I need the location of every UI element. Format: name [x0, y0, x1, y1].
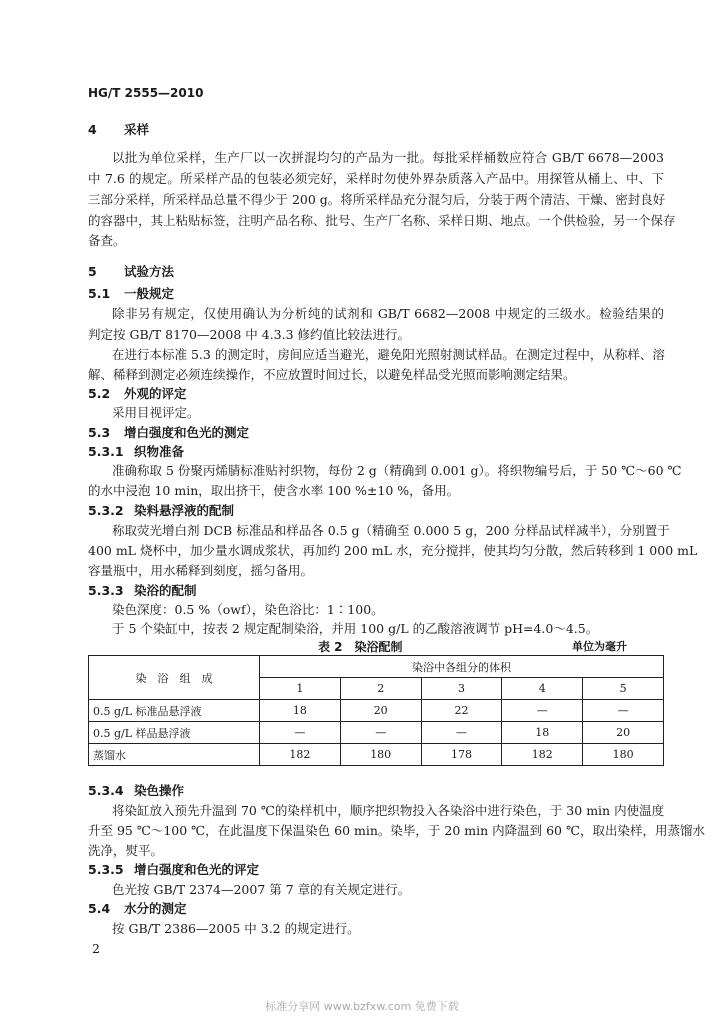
paragraph-line: 于 5 个染缸中，按表 2 规定配制染浴，并用 100 g/L 的乙酸溶液调节 pH=4.0～4.5。 — [112, 621, 599, 636]
table-row — [89, 722, 664, 744]
section-number: 5.3.4 — [88, 783, 124, 798]
table-cell: 182 — [502, 744, 583, 766]
table-cell: 22 — [421, 700, 502, 722]
paragraph-line: 解、稀释到测定必须连续操作，不应放置时间过长，以避免样品受光照而影响测定结果。 — [88, 367, 576, 382]
paragraph-line: 三部分采样，所采样品总量不得少于 200 g。将所采样品充分混匀后，分装于两个清洁、干燥、密封良好 — [88, 192, 666, 207]
section-5-2-heading — [88, 385, 664, 403]
column-number: 5 — [583, 678, 664, 700]
table-cell: — — [583, 700, 664, 722]
section-title: 采样 — [124, 122, 150, 137]
section-5-3-4-heading — [88, 782, 664, 800]
section-5-heading — [88, 263, 664, 281]
section-title: 增白强度和色光的评定 — [134, 862, 260, 877]
section-number: 5.3.5 — [88, 862, 124, 877]
section-title: 水分的测定 — [124, 901, 187, 916]
section-5-1-heading — [88, 285, 664, 303]
section-number: 5.3 — [88, 425, 111, 440]
section-5-3-3-heading — [88, 582, 664, 600]
table-row — [89, 744, 664, 766]
section-5-3-1-heading — [88, 443, 664, 461]
table-cell: 18 — [502, 722, 583, 744]
section-5-4-heading — [88, 900, 664, 918]
paragraph-line: 的容器中，其上粘贴标签，注明产品名称、批号、生产厂名称、采样日期、地点。一个供检验，另一个保存 — [88, 213, 676, 228]
paragraph-line: 400 mL 烧杯中，加少量水调成浆状，再加约 200 mL 水，充分搅拌，使其均匀分散，然后转移到 1 000 mL — [88, 543, 698, 558]
table-cell: 182 — [260, 744, 341, 766]
paragraph-line: 称取荧光增白剂 DCB 标准品和样品各 0.5 g（精确至 0.000 5 g，200 分样品试样减半），分别置于 — [112, 523, 670, 538]
paragraph-line: 准确称取 5 份聚丙烯腈标准贴衬织物，每份 2 g（精确到 0.001 g）。将织物编号后，于 50 ℃～60 ℃ — [112, 463, 682, 478]
table-title: 表 2 染浴配制 — [318, 640, 403, 654]
paragraph-line: 备查。 — [88, 233, 126, 248]
table-cell: — — [421, 722, 502, 744]
section-number: 5.3.2 — [88, 503, 124, 518]
table-cell: — — [340, 722, 421, 744]
section-title: 外观的评定 — [124, 386, 187, 401]
paragraph-line: 中 7.6 的规定。所采样产品的包装必须完好，采样时勿使外界杂质落入产品中。用探管从桶上、中、下 — [88, 171, 664, 186]
section-title: 染料悬浮液的配制 — [134, 503, 235, 518]
paragraph-line: 按 GB/T 2386—2005 中 3.2 的规定进行。 — [112, 921, 360, 936]
table-cell: 180 — [583, 744, 664, 766]
section-number: 5.1 — [88, 286, 111, 301]
row-label: 蒸馏水 — [89, 744, 260, 766]
column-number: 1 — [260, 678, 341, 700]
table-header-row — [89, 656, 664, 678]
table-row — [89, 700, 664, 722]
watermark: 标准分享网 www.bzfxw.com 免费下载 — [265, 1000, 459, 1013]
section-title: 织物准备 — [134, 444, 185, 459]
section-title: 一般规定 — [124, 286, 175, 301]
section-number: 5.4 — [88, 901, 111, 916]
paragraph-line: 升至 95 ℃～100 ℃，在此温度下保温染色 60 min。染毕，于 20 min 内降温到 60 ℃，取出染样，用蒸馏水 — [88, 823, 705, 838]
table-cell: 180 — [340, 744, 421, 766]
section-title: 染色操作 — [134, 783, 185, 798]
paragraph-line: 染色深度：0.5 %（owf），染色浴比：1∶100。 — [112, 602, 384, 617]
section-5-3-2-heading — [88, 502, 664, 520]
section-title: 染浴的配制 — [134, 583, 197, 598]
paragraph-line: 色光按 GB/T 2374—2007 第 7 章的有关规定进行。 — [112, 882, 411, 897]
document-code-header: HG/T 2555—2010 — [88, 86, 204, 100]
paragraph-line: 采用目视评定。 — [112, 405, 200, 420]
section-5-3-5-heading — [88, 861, 664, 879]
paragraph-line: 容量瓶中，用水稀释到刻度，摇匀备用。 — [88, 563, 314, 578]
table-cell: 20 — [583, 722, 664, 744]
paragraph-line: 除非另有规定，仅使用确认为分析纯的试剂和 GB/T 6682—2008 中规定的三级水。检验结果的 — [112, 306, 664, 321]
group-header: 染浴中各组分的体积 — [260, 656, 664, 678]
table-cell: — — [502, 700, 583, 722]
row-label: 0.5 g/L 标准品悬浮液 — [89, 700, 260, 722]
paragraph-line: 将染缸放入预先升温到 70 ℃的染样机中，顺序把织物投入各染浴中进行染色，于 30 min 内使温度 — [112, 803, 665, 818]
paragraph-line: 在进行本标准 5.3 的测定时，房间应适当避光，避免阳光照射测试样品。在测定过程中，从称样、溶 — [112, 347, 665, 362]
table-cell: 20 — [340, 700, 421, 722]
section-number: 5.2 — [88, 386, 111, 401]
column-number: 2 — [340, 678, 421, 700]
column-number: 3 — [421, 678, 502, 700]
table-cell: 18 — [260, 700, 341, 722]
section-number: 5.3.3 — [88, 583, 124, 598]
paragraph-line: 判定按 GB/T 8170—2008 中 4.3.3 修约值比较法进行。 — [88, 327, 411, 342]
column-number: 4 — [502, 678, 583, 700]
paragraph-line: 以批为单位采样，生产厂以一次拼混均匀的产品为一批。每批采样桶数应符合 GB/T 6678—2003 — [112, 150, 664, 165]
section-4-heading — [88, 121, 664, 139]
section-title: 增白强度和色光的测定 — [124, 425, 250, 440]
section-number: 4 — [88, 122, 97, 137]
row-label: 0.5 g/L 样品悬浮液 — [89, 722, 260, 744]
section-title: 试验方法 — [124, 264, 175, 279]
table-cell: 178 — [421, 744, 502, 766]
page-number: 2 — [92, 941, 100, 956]
table-unit: 单位为毫升 — [572, 640, 627, 653]
paragraph-line: 洗净，熨平。 — [88, 843, 164, 858]
section-number: 5 — [88, 264, 97, 279]
section-number: 5.3.1 — [88, 444, 124, 459]
column-header: 染 浴 组 成 — [89, 656, 260, 700]
paragraph-line: 的水中浸泡 10 min，取出挤干，使含水率 100 %±10 %，备用。 — [88, 483, 460, 498]
table-cell: — — [260, 722, 341, 744]
section-5-3-heading — [88, 424, 664, 442]
dye-bath-table — [88, 655, 664, 766]
